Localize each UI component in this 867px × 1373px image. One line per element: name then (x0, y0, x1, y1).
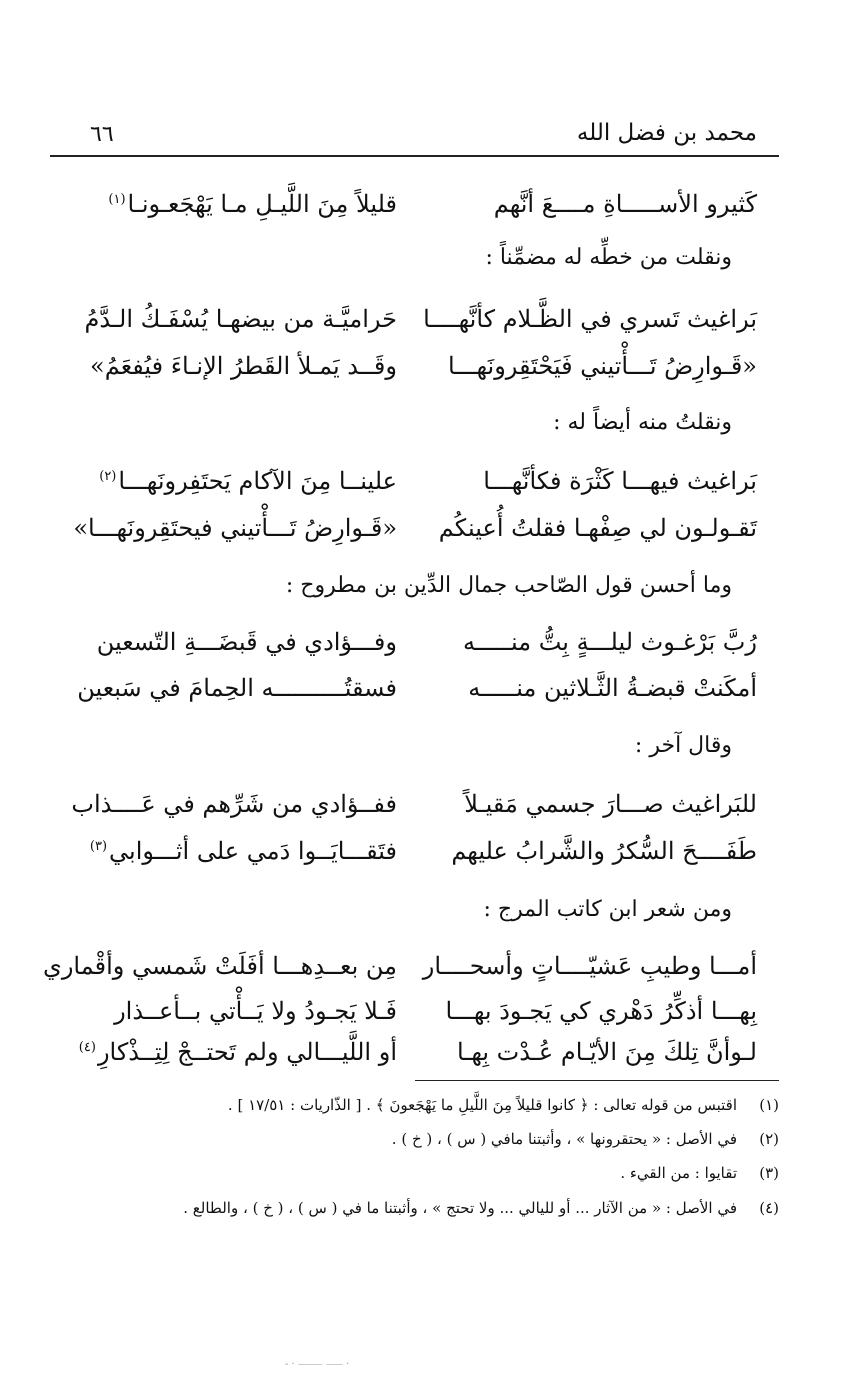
footnote-text: تقايوا : من القيء . (620, 1164, 737, 1182)
footnote-number: (٢) (759, 1130, 779, 1148)
prose-line-1: ونقلت من خطِّه له مضمِّناً : (485, 245, 732, 270)
verse-10-hemistich-1: أمـــا وطيبِ عَشيّــــاتٍ وأسحــــار (422, 952, 757, 980)
verse-9-hemistich-2 (88, 837, 397, 866)
hemistich-text: قليلاً مِنَ اللَّيـلِ مـا يَهْجَعـونـا (127, 190, 397, 218)
header-rule (50, 155, 779, 157)
footnote-text: في الأصل : « من الآثار ... أو لليالي ... ولا تحتج » ، وأثبتنا ما في ( س ) ، ( خ ) ، والطالع . (183, 1199, 737, 1217)
footnote-number: (٤) (759, 1199, 779, 1217)
verse-3-hemistich-1: «قَـوارِضُ تَـــأْتيني فَيَحْتَقِرونَهـــا (448, 352, 757, 380)
footnote-2 (392, 1130, 779, 1148)
hemistich-text: أو اللَّيـــالي ولم تَحتــجْ لِتِــذْكارِ (97, 1038, 397, 1066)
footnote-text: في الأصل : « يحتقرونها » ، وأثبتنا مافي ( س ) ، ( خ ) . (391, 1130, 737, 1148)
verse-10-hemistich-2: مِن بعــدِهـــا أفَلَتْ شَمسي وأقْماري (43, 952, 397, 980)
verse-4-hemistich-2 (97, 467, 397, 496)
verse-1-hemistich-1: كَثيرو الأســـــاةِ مــــعَ أنَّهم (493, 190, 757, 218)
verse-11-hemistich-1: بِهـــا أذكِّرُ دَهْري كي يَجـودَ بهـــا (445, 997, 757, 1025)
verse-5-hemistich-2: «قَـوارِضُ تَـــأْتيني فيحتَقِرونَهـــا» (73, 514, 397, 542)
hemistich-text: فتَقـــايَــوا دَمي على أثـــوابي (109, 837, 397, 865)
prose-line-2: ونقلتُ منه أيضاً له : (553, 410, 732, 435)
prose-line-3: وما أحسن قول الصّاحب جمال الدِّين بن مطروح : (285, 573, 732, 598)
running-header-title: محمد بن فضل الله (576, 120, 757, 146)
verse-2-hemistich-2: حَراميَّـة من بيضهـا يُسْفَـكُ الـدَّمُ (84, 305, 397, 333)
verse-6-hemistich-1: رُبَّ بَرْغـوث ليلـــةٍ بِتُّ منـــــه (462, 628, 757, 656)
verse-2-hemistich-1: بَراغيث تَسري في الظَّـلام كأنَّهــــا (423, 305, 757, 333)
footnote-ref-2: (٢) (99, 469, 117, 484)
prose-line-4: وقال آخر : (634, 733, 732, 758)
footnote-ref-3: (٣) (89, 839, 108, 854)
verse-7-hemistich-2: فسقتُــــــــــه الحِمامَ في سَبعين (77, 674, 397, 702)
verse-11-hemistich-2: فَـلا يَجـودُ ولا يَــأْتي بــأعــذار (114, 997, 397, 1025)
scan-specks: - · ⸻ ⸺ · (285, 1359, 350, 1370)
page-number: ٦٦ (90, 122, 114, 147)
footnote-3 (620, 1164, 779, 1182)
verse-8-hemistich-2: ففــؤادي من شَرِّهم في عَــــذاب (71, 790, 397, 818)
verse-9-hemistich-1: طَفَــــحَ السُّكرُ والشَّرابُ عليهم (451, 837, 757, 865)
verse-12-hemistich-1: لـوأنَّ تِلكَ مِنَ الأيّـام عُـدْت بِهـا (456, 1038, 757, 1066)
footnote-text: اقتبس من قوله تعالى : ﴿ كانوا قليلاً مِنَ اللَّيلِ ما يَهْجَعونَ ﴾ . [ الذّاريات : ١٧/٥١ ] . (227, 1096, 737, 1114)
footnote-rule (415, 1080, 779, 1081)
verse-7-hemistich-1: أمكَنتْ قبضـةُ الثَّـلاثين منـــــه (468, 674, 757, 702)
hemistich-text: علينــا مِنَ الآكام يَحتَفِرونَهـــا (118, 467, 397, 495)
footnote-number: (١) (759, 1096, 779, 1114)
verse-6-hemistich-2: وفـــؤادي في قَبضَـــةِ التّسعين (96, 628, 397, 656)
verse-3-hemistich-2: وقَــد يَمـلأ القَطرُ الإنـاءَ فيُفعَمُ» (90, 352, 397, 380)
verse-4-hemistich-1: بَراغيث فيهـــا كَثْرَة فكأنَّهـــا (483, 467, 757, 495)
footnote-ref-1: (١) (108, 192, 126, 207)
verse-1-hemistich-2 (106, 190, 397, 219)
prose-line-5: ومن شعر ابن كاتب المرج : (483, 897, 732, 922)
verse-12-hemistich-2 (77, 1038, 397, 1067)
verse-8-hemistich-1: للبَراغيث صـــارَ جسمي مَقيـلاً (464, 790, 757, 818)
footnote-1 (228, 1096, 779, 1114)
verse-5-hemistich-1: تَقـولـون لي صِفْهـا فقلتُ أُعينكُم (438, 514, 757, 542)
footnote-number: (٣) (759, 1164, 779, 1182)
footnote-ref-4: (٤) (78, 1040, 96, 1055)
footnote-4 (183, 1199, 779, 1217)
